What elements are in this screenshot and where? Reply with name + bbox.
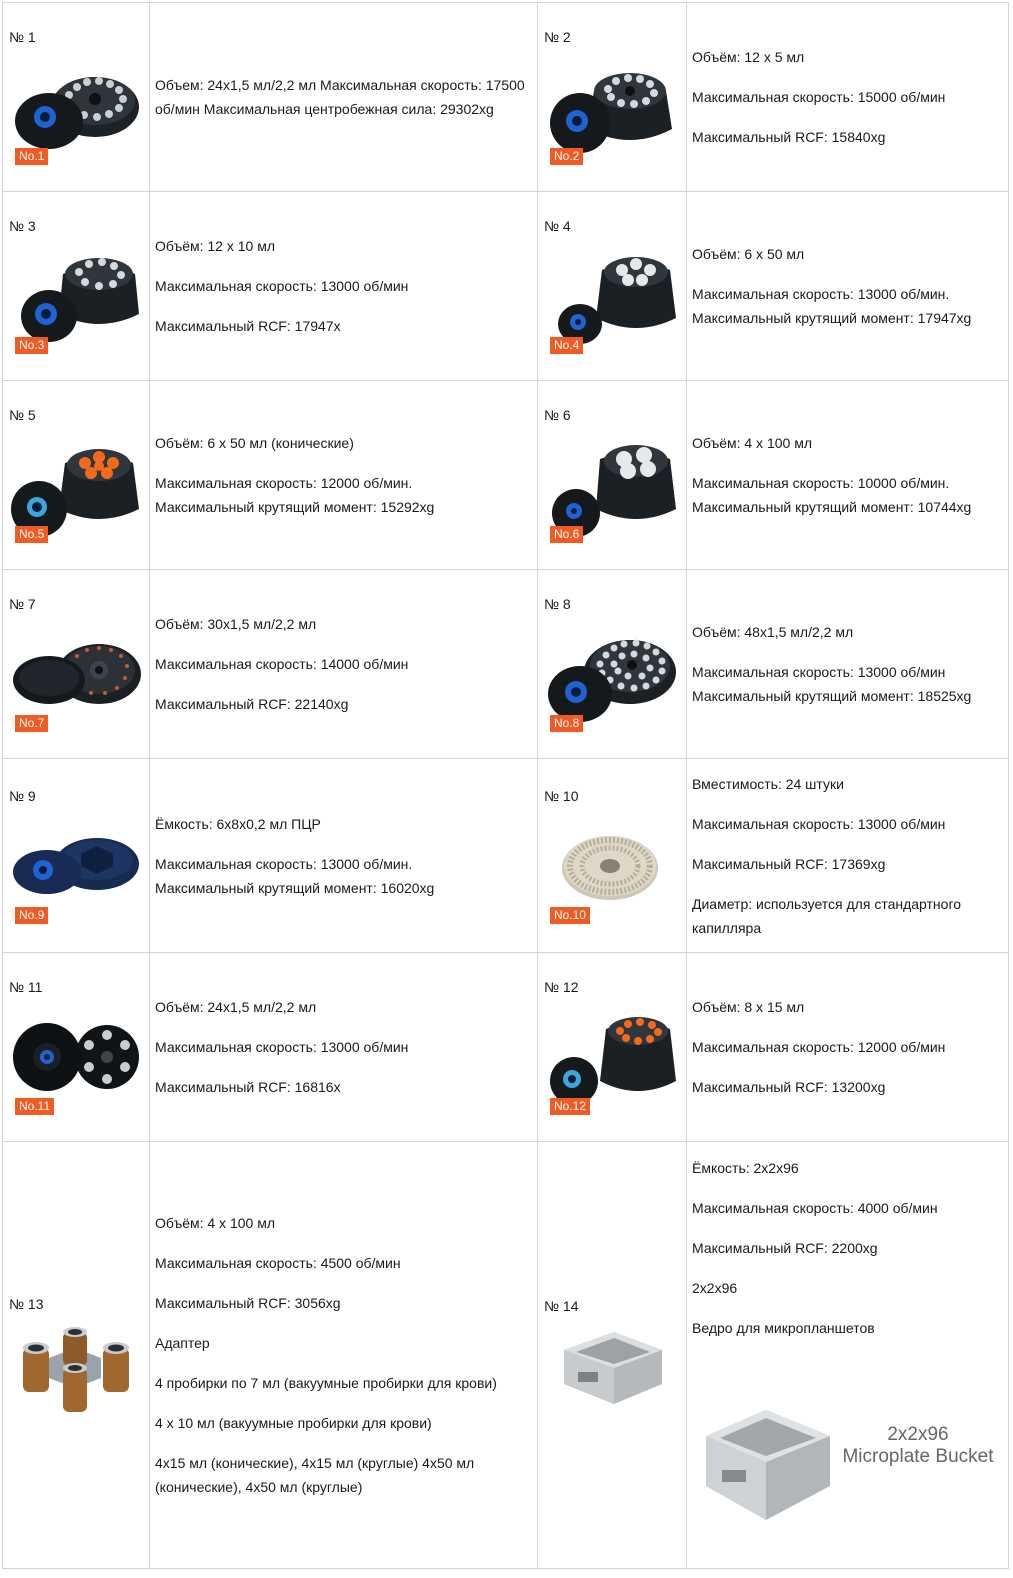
rotor-image [9,51,143,169]
rotor-image-cell [3,570,150,759]
rotor-image-cell [538,953,687,1142]
spec-line: Диаметр: используется для стандартного капилляра [692,895,962,936]
bucket-image [544,1320,678,1416]
table-row [3,570,1009,759]
model-badge: No.9 [15,907,48,924]
spec-line: Максимальная скорость: 14000 об/мин [155,656,409,672]
spec-line: 4 x 10 мл (вакуумные пробирки для крови) [155,1415,432,1431]
spec-cell [687,192,1009,381]
spec-line: Адаптер [155,1335,210,1351]
spec-cell [150,570,538,759]
model-badge: No.7 [15,715,48,732]
spec-line: Максимальный RCF: 17947x [155,318,341,334]
rotor-image [544,51,678,169]
item-number: № 7 [9,596,36,612]
item-number: № 2 [544,29,571,45]
spec-line: Максимальный крутящий момент: 15292xg [155,499,435,515]
spec-line: Максимальная скорость: 13000 об/мин [692,815,946,832]
spec-line: Вместимость: 24 штуки [692,775,844,792]
spec-cell [150,381,538,570]
item-number: № 6 [544,407,571,423]
rotor-image [9,810,143,928]
spec-line: Максимальная скорость: 12000 об/мин [692,1039,946,1055]
rotor-image-cell [3,3,150,192]
spec-line: Объём: 6 x 50 мл (конические) [155,435,354,451]
item-number: № 14 [544,1298,579,1314]
spec-cell [150,953,538,1142]
item-number: № 8 [544,596,571,612]
rotor-image-cell [538,381,687,570]
rotor-image-cell [538,570,687,759]
item-number: № 11 [9,979,43,995]
spec-line: Ведро для микропланшетов [692,1320,875,1336]
spec-line: Объём: 4 x 100 мл [692,435,812,451]
spec-line: Максимальный RCF: 2200xg [692,1240,878,1256]
image-caption [832,1424,1004,1468]
spec-line: Объём: 8 x 15 мл [692,999,805,1015]
table-row [3,759,1009,953]
spec-line: Максимальная скорость: 13000 об/мин [155,278,409,294]
spec-line: Максимальный крутящий момент: 17947xg [692,310,972,326]
rotor-image [9,429,143,547]
spec-line: 2x2x96 [692,1280,738,1296]
spec-line: Максимальная скорость: 4000 об/мин [692,1200,938,1216]
spec-line: Максимальный RCF: 17369xg [692,855,886,872]
spec-line: Максимальная скорость: 13000 об/мин. [692,286,950,302]
model-badge: No.10 [550,907,590,924]
spec-line: Объём: 4 x 100 мл [155,1215,275,1231]
rotor-image-cell [3,192,150,381]
item-number: № 5 [9,407,36,423]
item-number: № 10 [544,787,579,804]
rotor-image [544,240,678,358]
item-number: № 12 [544,979,579,995]
rotor-image-cell [538,192,687,381]
rotor-image [544,1001,678,1119]
rotor-image [544,618,678,736]
spec-cell [687,1142,1009,1569]
rotor-image-cell [538,759,687,953]
model-badge: No.1 [15,148,48,165]
microplate-bucket-image [692,1402,1004,1530]
spec-line: Объём: 24x1,5 мл/2,2 мл [155,999,317,1015]
table-row [3,192,1009,381]
spec-line: Максимальный RCF: 3056xg [155,1295,341,1311]
rotor-image [544,429,678,547]
model-badge: No.3 [15,337,48,354]
rotor-spec-table [2,2,1009,1569]
rotor-image-cell [3,759,150,953]
spec-cell [687,3,1009,192]
model-badge: No.5 [15,526,48,543]
rotor-image [9,1318,143,1418]
spec-line: Максимальный крутящий момент: 16020xg [155,879,435,896]
model-badge: No.8 [550,715,583,732]
caption-line: Microplate Bucket [842,1446,994,1467]
spec-line: Ёмкость: 6x8x0,2 мл ПЦР [155,815,321,832]
rotor-image-cell [3,1142,150,1569]
model-badge: No.12 [550,1098,590,1115]
spec-line: Максимальная скорость: 4500 об/мин [155,1255,401,1271]
rotor-image [544,810,678,928]
spec-line: Объем: 24x1,5 мл/2,2 мл Максимальная скорость: 17500 об/мин Максимальная центробежная сила: 29302xg [155,77,525,117]
spec-line: Максимальный RCF: 22140xg [155,696,349,712]
spec-line: Объём: 12 x 5 мл [692,49,805,65]
spec-line: Объём: 30x1,5 мл/2,2 мл [155,616,317,632]
spec-line: Максимальная скорость: 15000 об/мин [692,89,946,105]
spec-cell [687,570,1009,759]
table-row [3,953,1009,1142]
item-number: № 13 [9,1296,44,1312]
spec-line: Максимальная скорость: 10000 об/мин. [692,475,950,491]
spec-cell [687,953,1009,1142]
spec-line: Максимальный крутящий момент: 18525xg [692,688,972,704]
model-badge: No.11 [15,1098,54,1115]
spec-line: Объём: 6 x 50 мл [692,246,805,262]
spec-line: Максимальный крутящий момент: 10744xg [692,499,972,515]
item-number: № 9 [9,787,36,804]
table-row [3,1142,1009,1569]
spec-line: 4x15 мл (конические), 4x15 мл (круглые) 4x50 мл (конические), 4x50 мл (круглые) [155,1455,475,1495]
rotor-image [9,240,143,358]
model-badge: No.6 [550,526,583,543]
item-number: № 3 [9,218,36,234]
spec-line: Максимальный RCF: 16816x [155,1079,341,1095]
spec-cell [150,759,538,953]
spec-cell [687,759,1009,953]
spec-line: Объём: 48x1,5 мл/2,2 мл [692,624,854,640]
spec-line: Объём: 12 x 10 мл [155,238,275,254]
model-badge: No.4 [550,337,583,354]
spec-line: Максимальная скорость: 13000 об/мин. [155,855,413,872]
rotor-image-cell [538,3,687,192]
rotor-image-cell [538,1142,687,1569]
item-number: № 1 [9,29,36,45]
table-row [3,381,1009,570]
spec-line: 4 пробирки по 7 мл (вакуумные пробирки для крови) [155,1375,497,1391]
spec-cell [687,381,1009,570]
spec-line: Максимальная скорость: 13000 об/мин [692,664,946,680]
rotor-image-cell [3,953,150,1142]
rotor-image [9,618,143,736]
table-row [3,3,1009,192]
caption-line: 2x2x96 [887,1424,949,1445]
spec-line: Максимальная скорость: 13000 об/мин [155,1039,409,1055]
spec-cell [150,1142,538,1569]
spec-line: Ёмкость: 2x2x96 [692,1160,799,1176]
spec-cell [150,192,538,381]
spec-line: Максимальный RCF: 15840xg [692,129,886,145]
spec-line: Максимальная скорость: 12000 об/мин. [155,475,413,491]
rotor-image [9,1001,143,1119]
rotor-image-cell [3,381,150,570]
item-number: № 4 [544,218,571,234]
spec-cell [150,3,538,192]
model-badge: No.2 [550,148,583,165]
spec-line: Максимальный RCF: 13200xg [692,1079,886,1095]
